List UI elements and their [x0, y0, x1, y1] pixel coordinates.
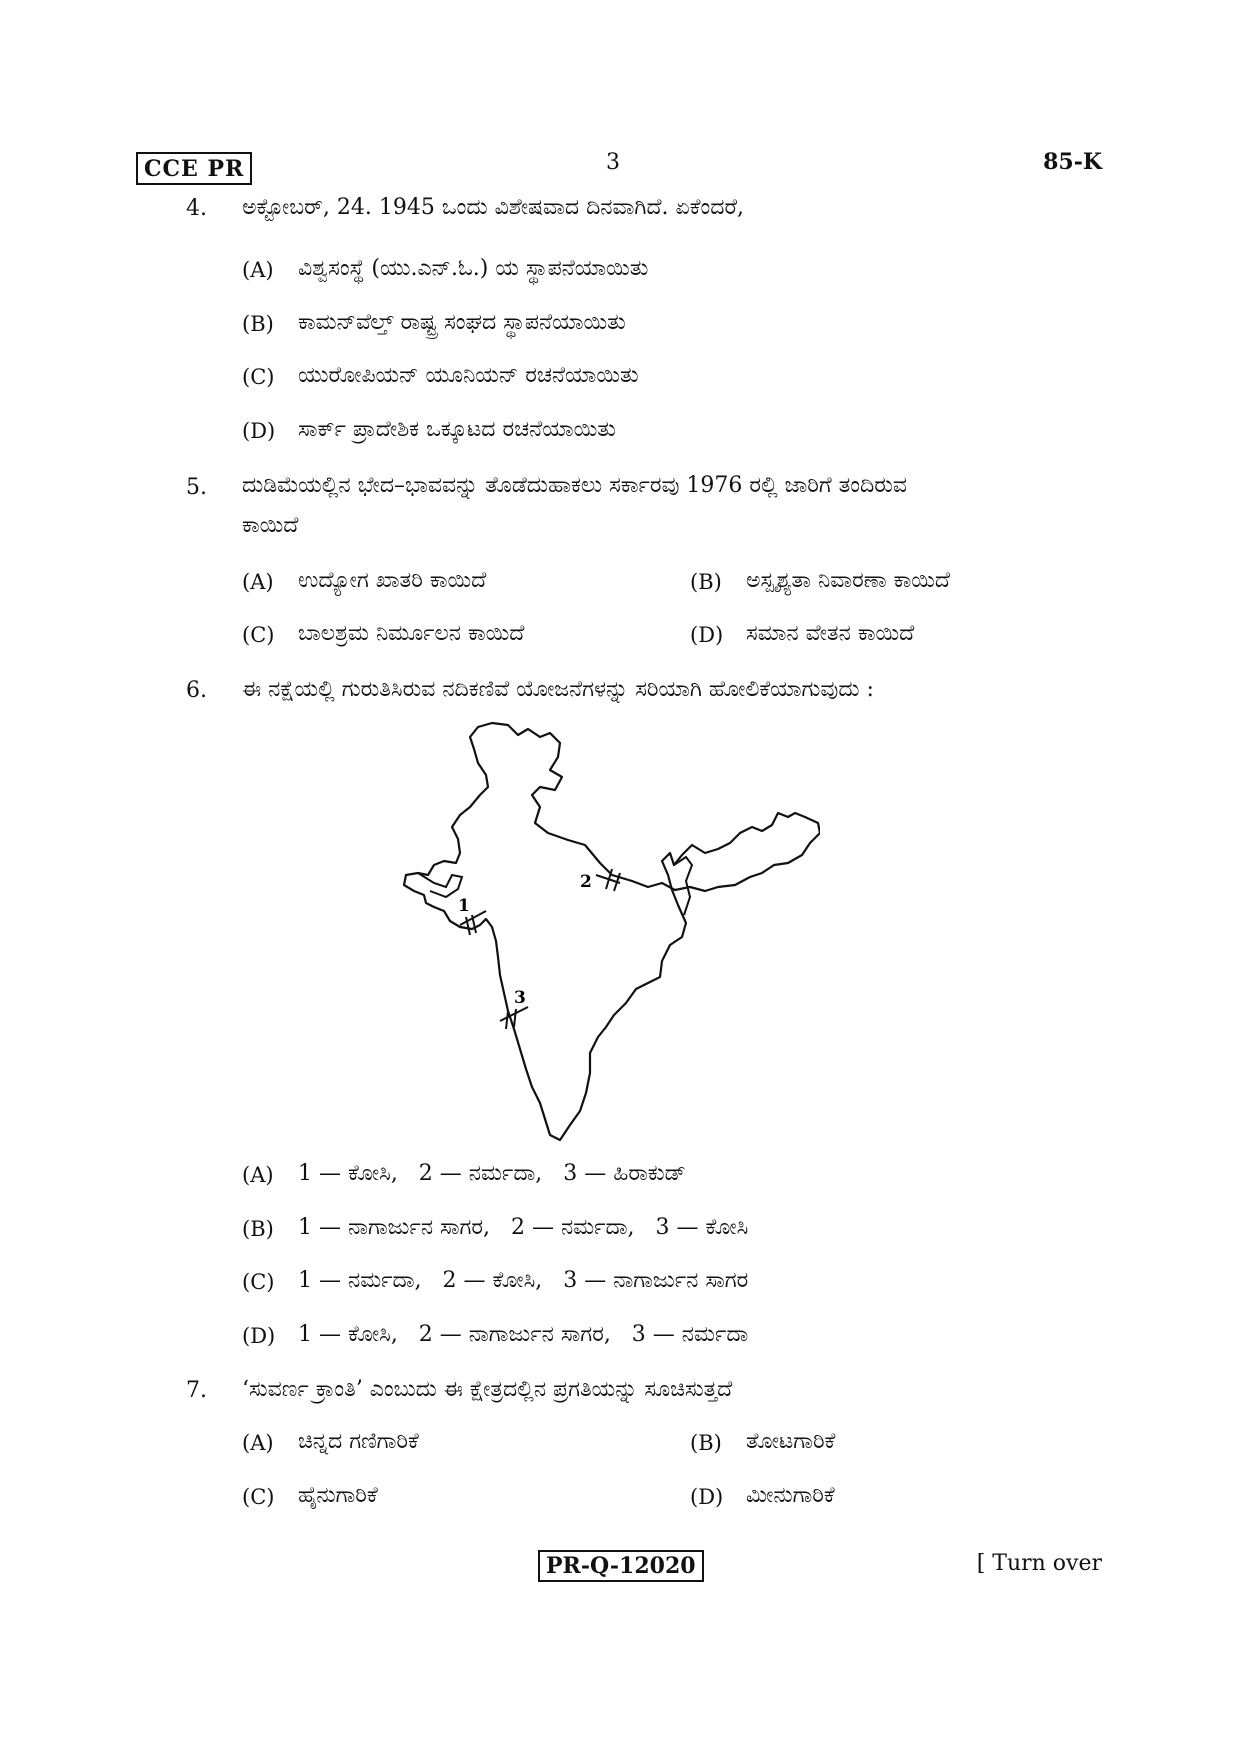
q4-option-d-text: ಸಾರ್ಕ್ ಪ್ರಾದೇಶಿಕ ಒಕ್ಕೂಟದ ರಚನೆಯಾಯಿತು — [298, 417, 616, 442]
q6-option-b-label: (B) — [242, 1217, 274, 1241]
question-4-text: ಅಕ್ಟೋಬರ್, 24. 1945 ಒಂದು ವಿಶೇಷವಾದ ದಿನವಾಗಿದೆ. ಏಕೆಂದರೆ, — [242, 195, 744, 220]
q6-option-c-text: 1 — ನರ್ಮದಾ, 2 — ಕೋಸಿ, 3 — ನಾಗಾರ್ಜುನ ಸಾಗರ — [298, 1268, 749, 1293]
question-5-text-line1: ದುಡಿಮೆಯಲ್ಲಿನ ಭೇದ–ಭಾವವನ್ನು ತೊಡೆದುಹಾಕಲು ಸರ್ಕಾರವು 1976 ರಲ್ಲಿ ಜಾರಿಗೆ ತಂದಿರುವ — [242, 473, 907, 498]
q7-option-d-text: ಮೀನುಗಾರಿಕೆ — [746, 1483, 835, 1508]
q7-option-d-label: (D) — [690, 1485, 724, 1509]
q7-option-a-text: ಚಿನ್ನದ ಗಣಿಗಾರಿಕೆ — [298, 1429, 419, 1454]
q7-option-b-text: ತೋಟಗಾರಿಕೆ — [746, 1429, 836, 1454]
q6-option-d-label: (D) — [242, 1324, 276, 1348]
map-label-3: 3 — [514, 988, 526, 1008]
q7-option-c-label: (C) — [242, 1485, 275, 1509]
q5-option-c-text: ಬಾಲಶ್ರಮ ನಿರ್ಮೂಲನ ಕಾಯಿದೆ — [298, 621, 525, 646]
question-4-number: 4. — [186, 196, 207, 221]
q4-option-a-text: ವಿಶ್ವಸಂಸ್ಥೆ (ಯು.ಎನ್.ಓ.) ಯ ಸ್ಥಾಪನೆಯಾಯಿತು — [298, 256, 649, 281]
kutch-coast — [418, 873, 462, 897]
page-number: 3 — [606, 150, 620, 175]
q4-option-b-text: ಕಾಮನ್‌ವೆಲ್ತ್ ರಾಷ್ಟ್ರ ಸಂಘದ ಸ್ಥಾಪನೆಯಾಯಿತು — [298, 310, 626, 335]
dam-marker-3 — [500, 1007, 528, 1029]
bangladesh-boundary — [674, 857, 692, 915]
map-label-1: 1 — [458, 896, 470, 916]
q6-option-c-label: (C) — [242, 1270, 275, 1294]
q6-option-d-text: 1 — ಕೋಸಿ, 2 — ನಾಗಾರ್ಜುನ ಸಾಗರ, 3 — ನರ್ಮದಾ — [298, 1322, 749, 1347]
q4-option-c-label: (C) — [242, 365, 275, 389]
india-outline — [404, 723, 820, 1140]
q7-option-a-label: (A) — [242, 1431, 274, 1455]
india-map — [400, 715, 820, 1145]
q7-option-c-text: ಹೈನುಗಾರಿಕೆ — [298, 1483, 378, 1508]
q6-option-a-text: 1 — ಕೋಸಿ, 2 — ನರ್ಮದಾ, 3 — ಹಿರಾಕುಡ್ — [298, 1161, 686, 1186]
q5-option-d-text: ಸಮಾನ ವೇತನ ಕಾಯಿದೆ — [746, 621, 915, 646]
q4-option-b-label: (B) — [242, 312, 274, 336]
footer-code: PR-Q-12020 — [538, 1550, 704, 1582]
q5-option-a-label: (A) — [242, 570, 274, 594]
q7-option-b-label: (B) — [690, 1431, 722, 1455]
question-6-number: 6. — [186, 678, 207, 703]
q4-option-d-label: (D) — [242, 419, 276, 443]
question-5-text-line2: ಕಾಯಿದೆ — [242, 513, 299, 538]
q5-option-d-label: (D) — [690, 623, 724, 647]
question-5-number: 5. — [186, 475, 207, 500]
q4-option-c-text: ಯುರೋಪಿಯನ್ ಯೂನಿಯನ್ ರಚನೆಯಾಯಿತು — [298, 363, 639, 388]
question-7-number: 7. — [186, 1378, 207, 1403]
q5-option-a-text: ಉದ್ಯೋಗ ಖಾತರಿ ಕಾಯಿದೆ — [298, 568, 487, 593]
q6-option-b-text: 1 — ನಾಗಾರ್ಜುನ ಸಾಗರ, 2 — ನರ್ಮದಾ, 3 — ಕೋಸಿ — [298, 1215, 749, 1240]
question-6-text: ಈ ನಕ್ಷೆಯಲ್ಲಿ ಗುರುತಿಸಿರುವ ನದಿಕಣಿವೆ ಯೋಜನೆಗಳನ್ನು ಸರಿಯಾಗಿ ಹೋಲಿಕೆಯಾಗುವುದು : — [242, 677, 874, 702]
q5-option-c-label: (C) — [242, 623, 275, 647]
header-code: CCE PR — [136, 152, 252, 185]
map-label-2: 2 — [580, 872, 592, 892]
q5-option-b-text: ಅಸ್ಪೃಶ್ಯತಾ ನಿವಾರಣಾ ಕಾಯಿದೆ — [746, 568, 951, 593]
q6-option-a-label: (A) — [242, 1163, 274, 1187]
q4-option-a-label: (A) — [242, 258, 274, 282]
turn-over-note: [ Turn over — [976, 1551, 1102, 1576]
q5-option-b-label: (B) — [690, 570, 722, 594]
question-7-text: ‘ಸುವರ್ಣ ಕ್ರಾಂತಿ’ ಎಂಬುದು ಈ ಕ್ಷೇತ್ರದಲ್ಲಿನ ಪ್ರಗತಿಯನ್ನು ಸೂಚಿಸುತ್ತದೆ — [242, 1377, 733, 1402]
paper-code: 85-K — [1043, 149, 1102, 175]
